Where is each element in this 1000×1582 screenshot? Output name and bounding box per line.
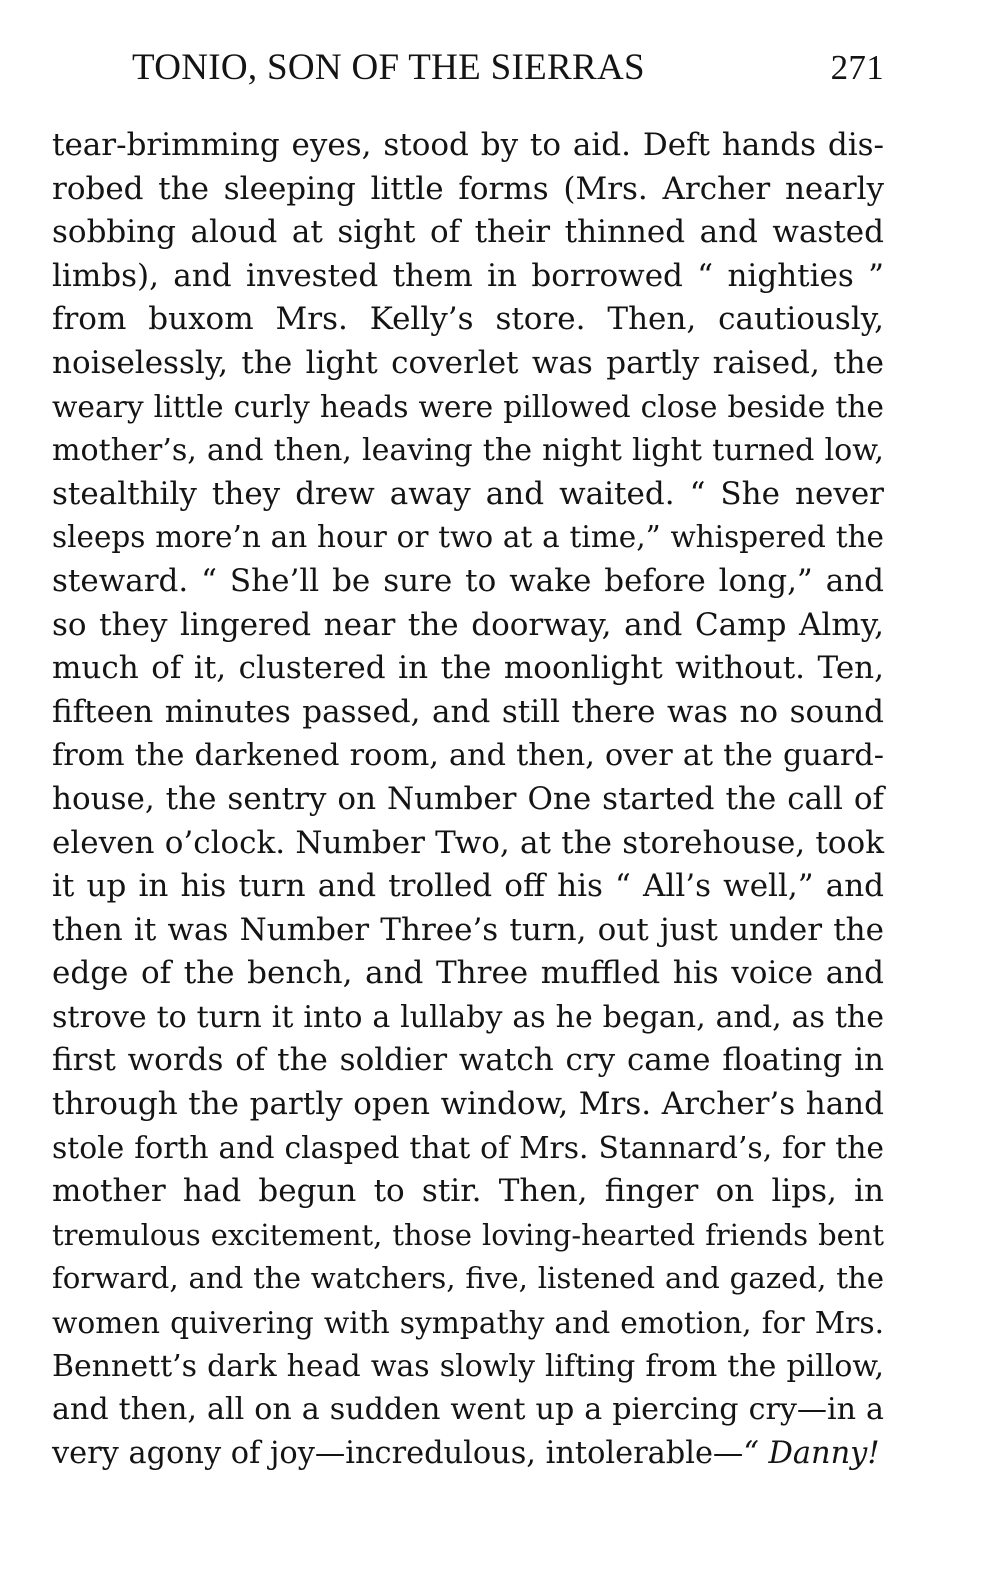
text-line: tremulous excitement, those loving-hearted friends bent [52,1217,884,1252]
body-paragraph [52,124,884,1475]
text-line: sobbing aloud at sight of their thinned and wasted [52,214,884,251]
text-line: strove to turn it into a lullaby as he began, and, as the [52,999,884,1035]
text-line: it up in his turn and trolled off his “ All’s well,” and [52,868,884,905]
text-line: stole forth and clasped that of Mrs. Stannard’s, for the [52,1130,884,1166]
text-line: so they lingered near the doorway, and Camp Almy, [52,606,884,643]
text-line: from buxom Mrs. Kelly’s store. Then, cautiously, [52,301,884,338]
text-line: mother’s, and then, leaving the night light turned low, [52,433,884,469]
text-line: first words of the soldier watch cry came floating in [52,1042,884,1079]
text-line: noiselessly, the light coverlet was partly raised, the [52,344,884,381]
text-line: sleeps more’n an hour or two at a time,” whispered the [52,520,884,555]
running-title: TONIO, SON OF THE SIERRAS [132,47,645,88]
text-line: robed the sleeping little forms (Mrs. Archer nearly [52,170,884,207]
text-line: fifteen minutes passed, and still there was no sound [52,693,884,730]
text-line: steward. “ She’ll be sure to wake before long,” and [52,562,884,599]
text-line: tear-brimming eyes, stood by to aid. Deft hands dis- [52,127,884,163]
text-line: much of it, clustered in the moonlight without. Ten, [52,650,884,687]
text-line: mother had begun to stir. Then, finger on lips, in [52,1173,884,1210]
page-number: 271 [830,48,884,87]
text-line: limbs), and invested them in borrowed “ nighties ” [52,257,884,294]
text-line: from the darkened room, and then, over at the guard- [52,738,884,774]
running-head [52,46,884,92]
text-line: stealthily they drew away and waited. “ She never [52,475,884,512]
final-line-roman: very agony of joy—incredulous, intolerable— [52,1435,744,1471]
final-text-line [52,1432,884,1476]
text-line: house, the sentry on Number One started the call of [52,780,884,817]
text-line: then it was Number Three’s turn, out just under the [52,911,884,948]
text-line: weary little curly heads were pillowed close beside the [52,389,884,425]
text-line: women quivering with sympathy and emotion, for Mrs. [52,1305,884,1341]
text-line: and then, all on a sudden went up a piercing cry—in a [52,1392,884,1428]
final-line-italic: “ Danny! [743,1435,880,1471]
text-line: through the partly open window, Mrs. Archer’s hand [52,1086,884,1123]
text-line: eleven o’clock. Number Two, at the storehouse, took [52,824,884,861]
text-line: edge of the bench, and Three muffled his voice and [52,955,884,992]
text-line: forward, and the watchers, five, listened and gazed, the [52,1261,884,1296]
text-line: Bennett’s dark head was slowly lifting from the pillow, [52,1348,884,1384]
